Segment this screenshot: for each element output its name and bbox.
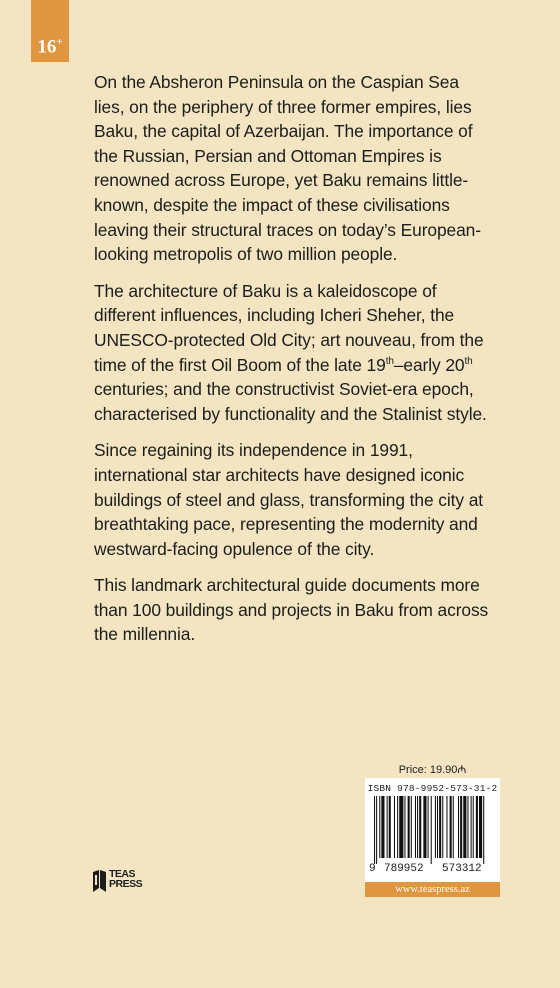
paragraph-1: On the Absheron Peninsula on the Caspian Sea lies, on the periphery of three former empires, lies Baku, the capital of Azerbaijan. The importance of the Russian, Persian and Ottoman Empires is renowned across Europe, yet Baku remains little-known, despite the impact of these civilisations leaving their structural traces on today’s European-looking metropolis of two million people. [94,72,481,265]
barcode-right-digits: 573312 [442,863,482,875]
barcode-left-digits: 789952 [384,863,424,875]
isbn-text: ISBN 978-9952-573-31-2 [367,783,498,794]
paragraph-2-part-b: –early 20 [393,354,465,375]
paragraph-4: This landmark architectural guide documents more than 100 buildings and projects in Baku from across the millennia. [94,575,489,645]
age-rating-plus: + [56,36,63,48]
barcode-lead-digit: 9 [369,863,376,875]
age-rating-badge [31,0,69,62]
publisher-name-line2: PRESS [109,878,143,890]
superscript-th-1: th [385,355,394,367]
superscript-th-2: th [464,355,473,367]
age-rating: 16 [37,36,57,58]
paragraph-2 [94,279,494,427]
barcode-bars [374,796,492,864]
publisher-logo [93,866,153,898]
barcode [365,778,500,882]
book-icon [93,870,106,894]
publisher-name-line1: TEAS [109,868,136,880]
blurb [94,70,494,659]
price-label: Price: 19.90₼ [398,764,467,776]
publisher-name [109,869,142,889]
paragraph-3: Since regaining its independence in 1991, international star architects have designed iconic buildings of steel and glass, transforming the city at breathtaking pace, representing the modernity and westward-facing opulence of the city. [94,440,483,559]
publisher-url[interactable]: www.teaspress.az [365,882,500,897]
paragraph-2-part-a: The architecture of Baku is a kaleidoscope of different influences, including Icheri Sheher, the UNESCO-protected Old City; art nouveau, from the time of the first Oil Boom of the late 19 [94,280,484,375]
paragraph-2-part-c: centuries; and the constructivist Soviet-era epoch, characterised by functionality and the Stalinist style. [94,379,487,424]
